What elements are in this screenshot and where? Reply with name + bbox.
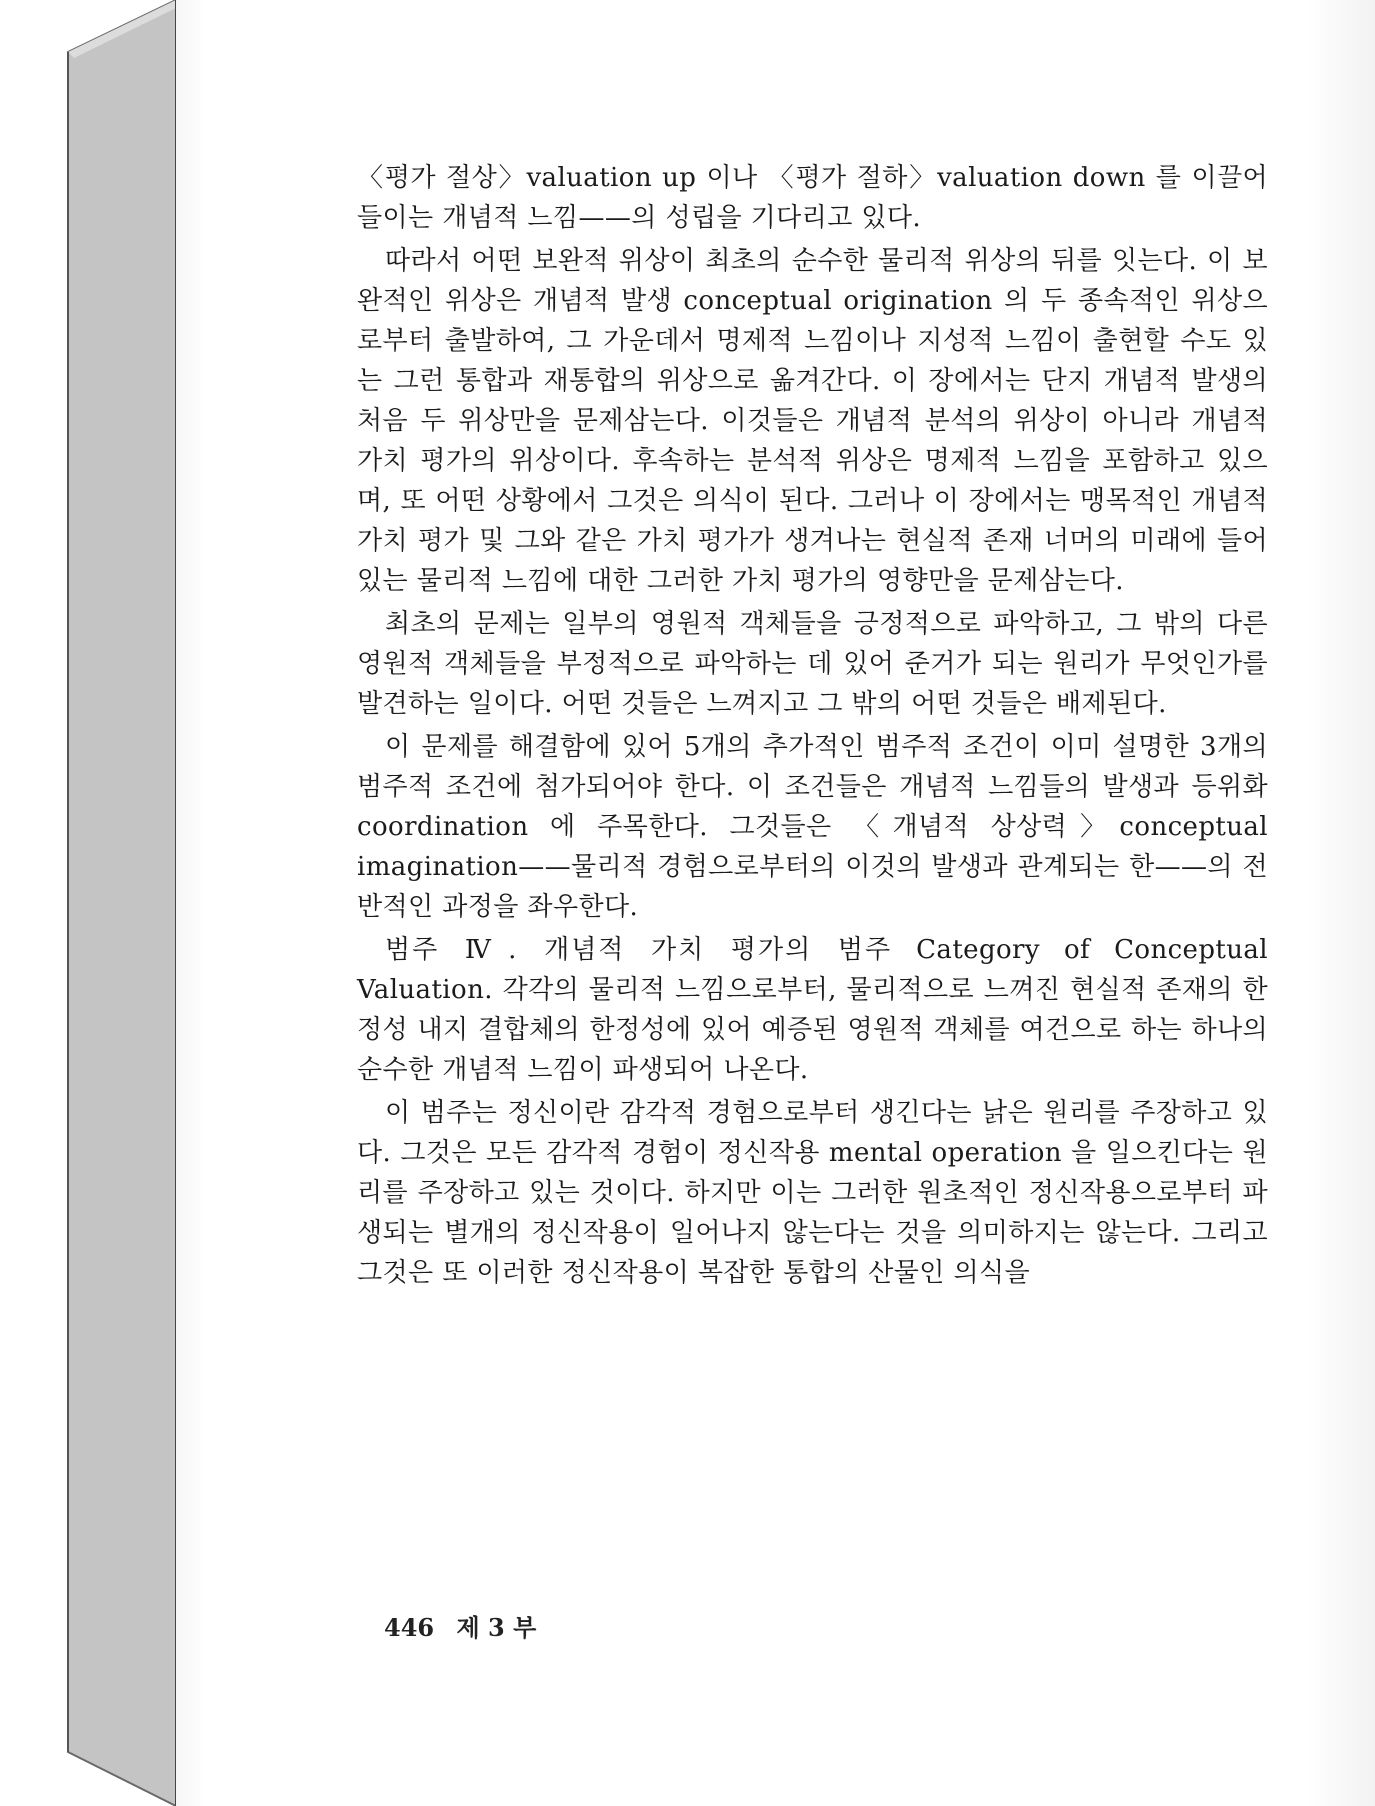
paragraph-0: 〈평가 절상〉valuation up 이나 〈평가 절하〉valuation down 를 이끌어들이는 개념적 느낌——의 성립을 기다리고 있다. bbox=[357, 163, 1268, 233]
book-page bbox=[176, 0, 1375, 1806]
paragraph-2: 최초의 문제는 일부의 영원적 객체들을 긍정적으로 파악하고, 그 밖의 다른 영원적 객체들을 부정적으로 파악하는 데 있어 준거가 되는 원리가 무엇인가를 발견하는 일이다. 어떤 것들은 느껴지고 그 밖의 어떤 것들은 배제된다. bbox=[357, 609, 1268, 719]
body-text bbox=[357, 158, 1268, 1296]
page-number: 446 bbox=[384, 1613, 435, 1642]
category-heading: 범주 Ⅳ. 개념적 가치 평가의 범주 bbox=[385, 935, 893, 965]
paragraph-3: 이 문제를 해결함에 있어 5개의 추가적인 범주적 조건이 이미 설명한 3개의 범주적 조건에 첨가되어야 한다. 이 조건들은 개념적 느낌들의 발생과 등위화 coordination 에 주목한다. 그것들은 〈개념적 상상력〉conceptual imagination——물리적 경험으로부터의 이것의 발생과 관계되는 한——의 전반적인 과정을 좌우한다. bbox=[357, 732, 1268, 922]
paragraph-4 bbox=[357, 930, 1268, 1090]
paragraph-1: 따라서 어떤 보완적 위상이 최초의 순수한 물리적 위상의 뒤를 잇는다. 이 보완적인 위상은 개념적 발생 conceptual origination 의 두 종속적인 위상으로부터 출발하여, 그 가운데서 명제적 느낌이나 지성적 느낌이 출현할 수도 있는 그런 통합과 재통합의 위상으로 옮겨간다. 이 장에서는 단지 개념적 발생의 처음 두 위상만을 문제삼는다. 이것들은 개념적 분석의 위상이 아니라 개념적 가치 평가의 위상이다. 후속하는 분석적 위상은 명제적 느낌을 포함하고 있으며, 또 어떤 상황에서 그것은 의식이 된다. 그러나 이 장에서는 맹목적인 개념적 가치 평가 및 그와 같은 가치 평가가 생겨나는 현실적 존재 너머의 미래에 들어 있는 물리적 느낌에 대한 그러한 가치 평가의 영향만을 문제삼는다. bbox=[357, 246, 1268, 596]
page-footer bbox=[384, 1608, 536, 1643]
category-text: Category of Conceptual Valuation. 각각의 물리적 느낌으로부터, 물리적으로 느껴진 현실적 존재의 한정성 내지 결합체의 한정성에 있어 예증된 영원적 객체를 여건으로 하는 하나의 순수한 개념적 느낌이 파생되어 나온다. bbox=[357, 935, 1268, 1085]
paragraph-5: 이 범주는 정신이란 감각적 경험으로부터 생긴다는 낡은 원리를 주장하고 있다. 그것은 모든 감각적 경험이 정신작용 mental operation 을 일으킨다는 원리를 주장하고 있는 것이다. 하지만 이는 그러한 원초적인 정신작용으로부터 파생되는 별개의 정신작용이 일어나지 않는다는 것을 의미하지는 않는다. 그리고 그것은 또 이러한 정신작용이 복잡한 통합의 산물인 의식을 bbox=[357, 1098, 1268, 1288]
part-label: 제 3 부 bbox=[456, 1613, 537, 1642]
